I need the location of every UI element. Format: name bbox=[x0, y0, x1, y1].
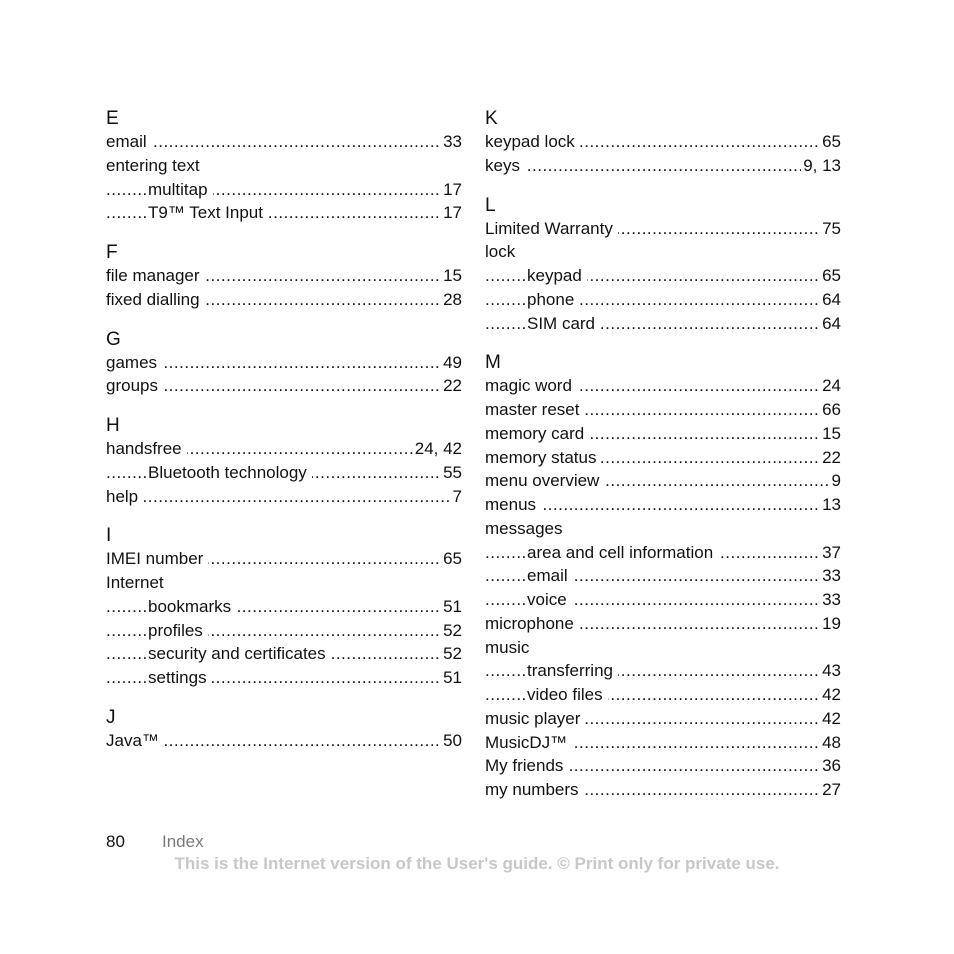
index-entry bbox=[485, 130, 841, 154]
entry-page-number: 55 bbox=[441, 461, 462, 485]
index-entry bbox=[485, 612, 841, 636]
entry-page-number: 22 bbox=[441, 374, 462, 398]
entry-page-number: 64 bbox=[820, 288, 841, 312]
entry-page-number: 33 bbox=[441, 130, 462, 154]
entry-page-number: 27 bbox=[820, 778, 841, 802]
index-subentry bbox=[106, 642, 462, 666]
entry-page-number: 66 bbox=[820, 398, 841, 422]
entry-page-number: 9, 13 bbox=[801, 154, 841, 178]
index-entry bbox=[485, 374, 841, 398]
index-section-e bbox=[106, 108, 462, 225]
entry-term: voice bbox=[527, 590, 572, 609]
section-title: Index bbox=[162, 832, 204, 851]
entry-page-number: 51 bbox=[441, 595, 462, 619]
index-entry bbox=[485, 778, 841, 802]
entry-term: help bbox=[106, 487, 143, 506]
index-subentry bbox=[485, 264, 841, 288]
entry-page-number: 7 bbox=[451, 485, 462, 509]
entry-page-number: 65 bbox=[820, 264, 841, 288]
index-subentry bbox=[106, 178, 462, 202]
index-subentry bbox=[485, 288, 841, 312]
entry-term: keypad lock bbox=[485, 132, 580, 151]
section-letter: E bbox=[106, 108, 119, 129]
entry-page-number: 28 bbox=[441, 288, 462, 312]
index-entry bbox=[106, 288, 462, 312]
index-column-left bbox=[106, 108, 462, 770]
entry-term: music player bbox=[485, 709, 585, 728]
index-entry bbox=[485, 240, 841, 264]
index-subentry bbox=[485, 683, 841, 707]
section-letter: K bbox=[485, 108, 498, 129]
index-subentry bbox=[106, 595, 462, 619]
entry-term: multitap bbox=[148, 180, 213, 199]
index-section-k bbox=[485, 108, 841, 178]
index-subentry bbox=[485, 659, 841, 683]
entry-page-number: 36 bbox=[820, 754, 841, 778]
entry-page-number: 19 bbox=[820, 612, 841, 636]
index-section-j bbox=[106, 707, 462, 753]
entry-term: games bbox=[106, 353, 162, 372]
index-entry bbox=[485, 469, 841, 493]
section-letter: G bbox=[106, 328, 121, 350]
entry-term: Internet bbox=[106, 573, 169, 592]
entry-page-number: 64 bbox=[820, 312, 841, 336]
index-section-m bbox=[485, 352, 841, 802]
entry-term: email bbox=[106, 132, 152, 151]
entry-page-number: 65 bbox=[820, 130, 841, 154]
entry-page-number: 24 bbox=[820, 374, 841, 398]
index-column-right bbox=[485, 108, 841, 819]
index-entry bbox=[485, 731, 841, 755]
entry-page-number: 52 bbox=[441, 642, 462, 666]
section-letter: J bbox=[106, 706, 116, 728]
entry-page-number: 65 bbox=[441, 547, 462, 571]
entry-term: security and certificates bbox=[148, 644, 331, 663]
index-section-i bbox=[106, 525, 462, 690]
entry-term: groups bbox=[106, 376, 163, 395]
index-entry bbox=[485, 754, 841, 778]
index-entry bbox=[106, 571, 462, 595]
entry-page-number: 48 bbox=[820, 731, 841, 755]
entry-term: IMEI number bbox=[106, 549, 208, 568]
index-entry bbox=[485, 217, 841, 241]
entry-term: menu overview bbox=[485, 471, 604, 490]
entry-term: Bluetooth technology bbox=[148, 463, 312, 482]
entry-page-number: 42 bbox=[820, 683, 841, 707]
entry-term: handsfree bbox=[106, 439, 187, 458]
index-subentry bbox=[485, 541, 841, 565]
entry-page-number: 33 bbox=[820, 588, 841, 612]
entry-term: my numbers bbox=[485, 780, 584, 799]
section-letter: H bbox=[106, 415, 120, 436]
entry-term: email bbox=[527, 566, 573, 585]
entry-term: SIM card bbox=[527, 314, 600, 333]
entry-term: Java™ bbox=[106, 731, 164, 750]
entry-page-number: 75 bbox=[820, 217, 841, 241]
entry-term: video files bbox=[527, 685, 608, 704]
internet-version-notice: This is the Internet version of the User's guide. © Print only for private use. bbox=[174, 854, 780, 873]
entry-term: microphone bbox=[485, 614, 579, 633]
entry-page-number: 22 bbox=[820, 446, 841, 470]
entry-term: file manager bbox=[106, 266, 205, 285]
index-entry bbox=[106, 437, 462, 461]
index-entry bbox=[106, 154, 462, 178]
entry-page-number: 33 bbox=[820, 564, 841, 588]
entry-page-number: 9 bbox=[830, 469, 841, 493]
entry-term: entering text bbox=[106, 156, 205, 175]
entry-page-number: 17 bbox=[441, 178, 462, 202]
entry-term: area and cell information bbox=[527, 543, 718, 562]
entry-page-number: 43 bbox=[820, 659, 841, 683]
section-letter: I bbox=[106, 525, 112, 547]
index-entry bbox=[106, 130, 462, 154]
index-entry bbox=[106, 374, 462, 398]
section-letter: F bbox=[106, 242, 118, 263]
index-entry bbox=[485, 707, 841, 731]
index-entry bbox=[485, 517, 841, 541]
index-section-l bbox=[485, 195, 841, 336]
entry-page-number: 13 bbox=[820, 493, 841, 517]
section-letter: L bbox=[485, 194, 496, 216]
index-subentry bbox=[485, 588, 841, 612]
entry-term: profiles bbox=[148, 621, 208, 640]
entry-term: memory card bbox=[485, 424, 589, 443]
entry-term: fixed dialling bbox=[106, 290, 205, 309]
entry-term: magic word bbox=[485, 376, 577, 395]
entry-page-number: 17 bbox=[441, 201, 462, 225]
entry-page-number: 42 bbox=[820, 707, 841, 731]
entry-page-number: 15 bbox=[441, 264, 462, 288]
index-entry bbox=[485, 636, 841, 660]
entry-term: MusicDJ™ bbox=[485, 733, 572, 752]
entry-page-number: 51 bbox=[441, 666, 462, 690]
index-section-h bbox=[106, 415, 462, 508]
index-subentry bbox=[485, 564, 841, 588]
index-entry bbox=[106, 264, 462, 288]
entry-page-number: 37 bbox=[820, 541, 841, 565]
page-number: 80 bbox=[106, 832, 125, 851]
index-entry bbox=[106, 547, 462, 571]
index-subentry bbox=[485, 312, 841, 336]
entry-term: keys bbox=[485, 156, 525, 175]
entry-term: lock bbox=[485, 242, 520, 261]
entry-term: T9™ Text Input bbox=[148, 203, 268, 222]
index-entry bbox=[485, 446, 841, 470]
entry-page-number: 15 bbox=[820, 422, 841, 446]
index-subentry bbox=[106, 201, 462, 225]
index-entry bbox=[485, 493, 841, 517]
entry-page-number: 50 bbox=[441, 729, 462, 753]
index-entry bbox=[106, 485, 462, 509]
index-entry bbox=[485, 398, 841, 422]
section-letter: M bbox=[485, 352, 501, 374]
entry-term: keypad bbox=[527, 266, 587, 285]
entry-page-number: 49 bbox=[441, 351, 462, 375]
entry-term: menus bbox=[485, 495, 541, 514]
index-entry bbox=[106, 729, 462, 753]
entry-term: settings bbox=[148, 668, 212, 687]
entry-term: My friends bbox=[485, 756, 568, 775]
index-entry bbox=[485, 154, 841, 178]
entry-term: master reset bbox=[485, 400, 584, 419]
entry-term: bookmarks bbox=[148, 597, 236, 616]
entry-term: Limited Warranty bbox=[485, 219, 618, 238]
index-subentry bbox=[106, 461, 462, 485]
index-entry bbox=[106, 351, 462, 375]
entry-term: messages bbox=[485, 519, 567, 538]
entry-term: memory status bbox=[485, 448, 601, 467]
entry-term: transferring bbox=[527, 661, 618, 680]
index-subentry bbox=[106, 619, 462, 643]
entry-term: phone bbox=[527, 290, 579, 309]
entry-term: music bbox=[485, 638, 534, 657]
index-section-f bbox=[106, 242, 462, 312]
entry-page-number: 52 bbox=[441, 619, 462, 643]
index-section-g bbox=[106, 329, 462, 399]
index-subentry bbox=[106, 666, 462, 690]
entry-page-number: 24, 42 bbox=[413, 437, 462, 461]
index-entry bbox=[485, 422, 841, 446]
